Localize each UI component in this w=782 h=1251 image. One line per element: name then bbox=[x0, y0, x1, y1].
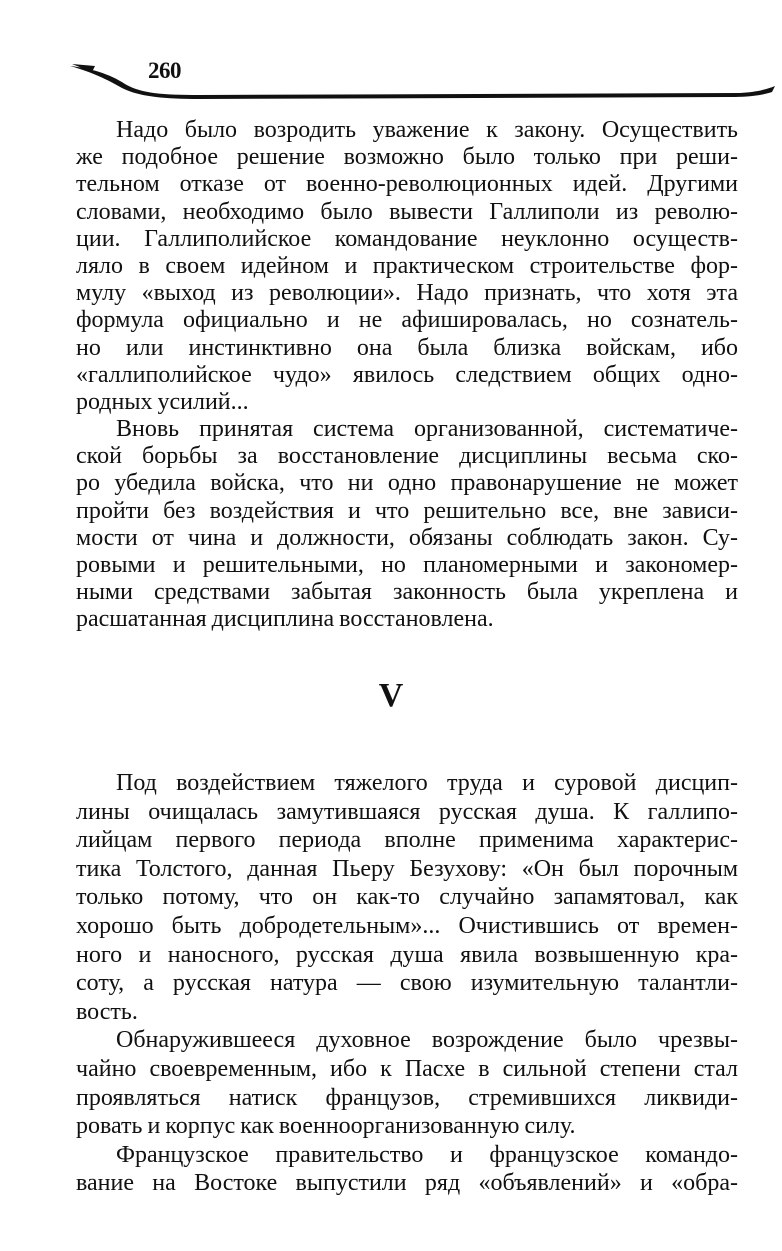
header-rule-ornament bbox=[0, 0, 782, 110]
text-line: расшатанная дисциплина восстановлена. bbox=[76, 606, 494, 633]
text-line: ровать и корпус как военноорганизованную силу. bbox=[76, 1113, 576, 1140]
text-line: Под воздействием тяжелого труда и суровой дисцип- bbox=[116, 770, 738, 796]
text-line: хорошо быть добродетельным»... Очистившись от времен- bbox=[76, 912, 738, 939]
text-line: ской борьбы за восстановление дисциплины весьма ско- bbox=[76, 443, 738, 470]
text-line: ции. Галлиполийское командование неуклонно осуществ- bbox=[76, 225, 738, 252]
text-line: ного и наносного, русская душа явила возвышенную кра- bbox=[76, 941, 738, 968]
text-line: мулу «выход из революции». Надо признать, что хотя эта bbox=[76, 280, 738, 307]
text-line: чайно своевременным, ибо к Пасхе в сильной степени стал bbox=[76, 1055, 738, 1082]
text-line: но или инстинктивно она была близка войскам, ибо bbox=[76, 334, 738, 361]
text-line: родных усилий... bbox=[76, 388, 249, 415]
text-line: ро убедила войска, что ни одно правонарушение не может bbox=[76, 470, 738, 497]
text-line: формула официально и не афишировалась, но сознатель- bbox=[76, 307, 738, 334]
page-number: 260 bbox=[148, 58, 181, 83]
text-line: Французское правительство и французское командо- bbox=[116, 1141, 738, 1168]
text-line: соту, а русская натура — свою изумительную талантли- bbox=[76, 970, 738, 997]
text-line: же подобное решение возможно было только при реши- bbox=[76, 144, 738, 171]
paragraph bbox=[76, 117, 738, 416]
paragraph bbox=[76, 769, 738, 1026]
text-line: мости от чина и должности, обязаны соблюдать закон. Су- bbox=[76, 524, 738, 551]
text-block-before-section bbox=[76, 117, 738, 634]
text-line: Надо было возродить уважение к закону. Осуществить bbox=[116, 117, 738, 143]
text-line: «галлиполийское чудо» явилось следствием общих одно- bbox=[76, 361, 738, 388]
paragraph bbox=[76, 1026, 738, 1140]
text-line: Вновь принятая система организованной, систематиче- bbox=[116, 416, 738, 443]
text-line: лины очищалась замутившаяся русская душа. К галлипо- bbox=[76, 798, 738, 825]
text-line: вость. bbox=[76, 998, 138, 1025]
text-line: ными средствами забытая законность была укреплена и bbox=[76, 579, 738, 606]
text-line: ляло в своем идейном и практическом строительстве фор- bbox=[76, 252, 738, 279]
section-heading: V bbox=[378, 677, 404, 714]
text-line: Обнаружившееся духовное возрождение было чрезвы- bbox=[116, 1027, 738, 1054]
text-block-after-section bbox=[76, 769, 738, 1198]
text-line: тельном отказе от военно-революционных идей. Другими bbox=[76, 171, 738, 198]
text-line: только потому, что он как-то случайно запамятовал, как bbox=[76, 884, 738, 911]
paragraph bbox=[76, 416, 738, 634]
text-line: пройти без воздействия и что решительно все, вне зависи- bbox=[76, 497, 738, 524]
text-line: вание на Востоке выпустили ряд «объявлений» и «обра- bbox=[76, 1170, 738, 1197]
text-line: словами, необходимо было вывести Галлиполи из револю- bbox=[76, 198, 738, 225]
text-line: лийцам первого периода вполне применима характерис- bbox=[76, 827, 738, 854]
text-line: проявляться натиск французов, стремившихся ликвиди- bbox=[76, 1084, 738, 1111]
text-line: тика Толстого, данная Пьеру Безухову: «Он был порочным bbox=[76, 855, 738, 882]
page-header bbox=[0, 0, 782, 110]
text-line: ровыми и решительными, но планомерными и закономер- bbox=[76, 552, 738, 578]
paragraph bbox=[76, 1141, 738, 1198]
